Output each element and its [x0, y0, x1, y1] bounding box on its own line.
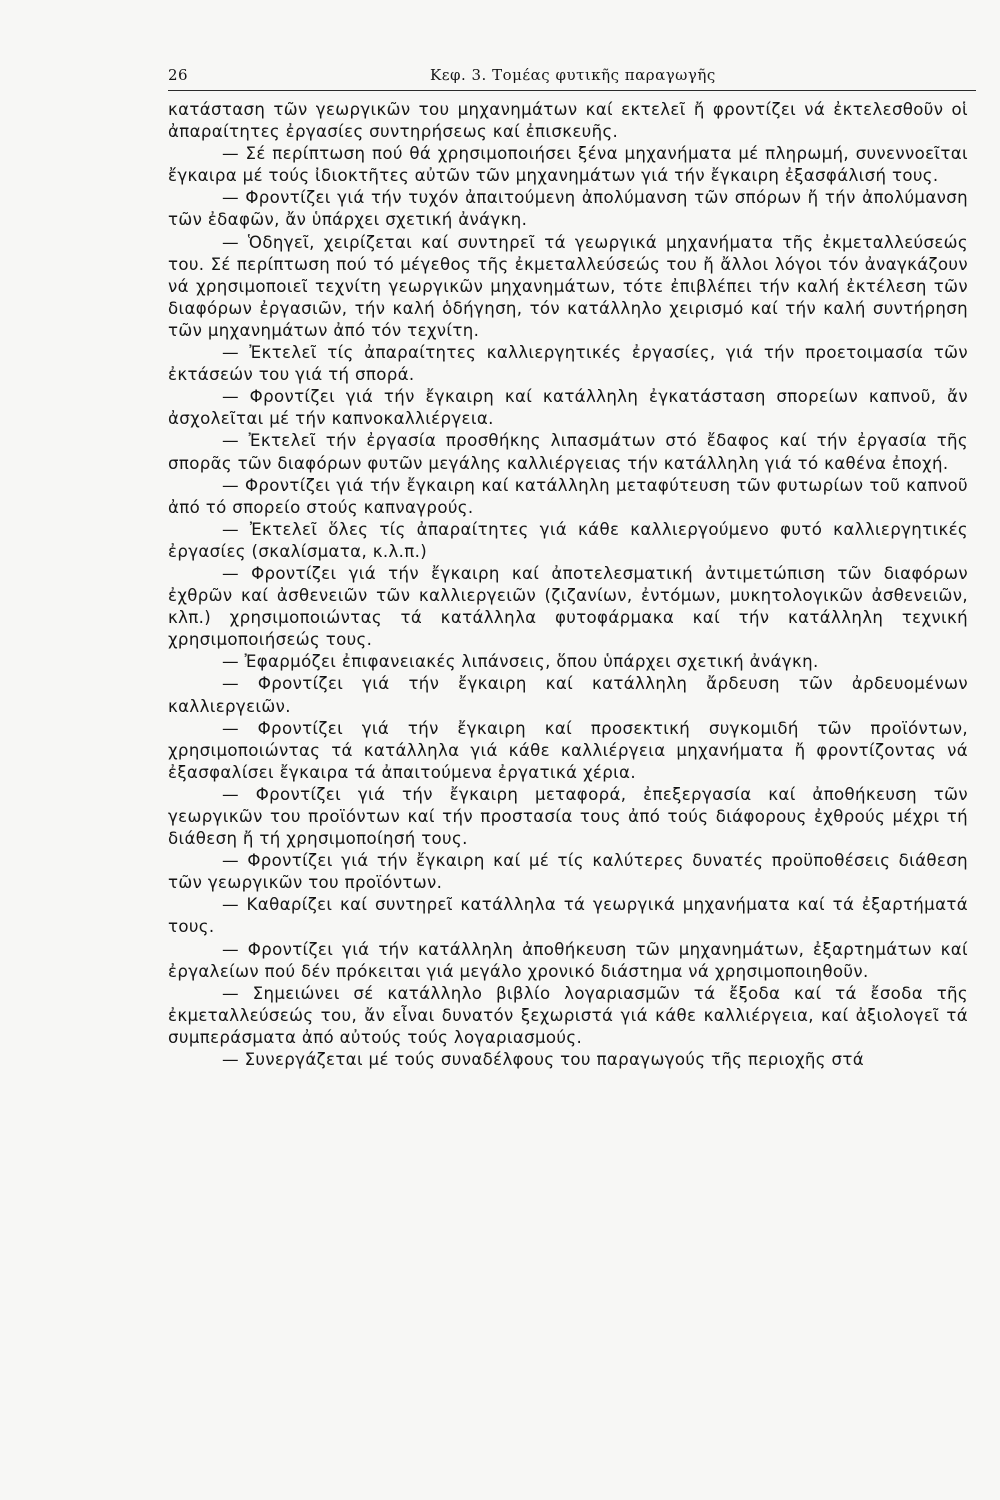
paragraph-soil-preparation: — Ἐκτελεῖ τίς ἀπαραίτητες καλλιεργητικές ἐργασίες, γιά τήν προετοιμασία τῶν ἐκτάσεών του γιά τή σπορά. — [168, 343, 968, 385]
page-number: 26 — [168, 66, 189, 84]
paragraph-pest-control: — Φροντίζει γιά τήν ἔγκαιρη καί ἀποτελεσματική ἀντιμετώπιση τῶν διαφόρων ἐχθρῶν καί ἀσθενειῶν τῶν καλλιεργειῶν (ζιζανίων, ἐντόμων, μυκητολογικῶν ἀσθενειῶν, κλπ.) χρησιμοποιώντας τά κατάλληλα φυτοφάρμακα καί τήν κατάλληλη τεχνική χρησιμοποιήσεώς τους. — [168, 563, 968, 650]
paragraph-top-dressing: — Ἐφαρμόζει ἐπιφανειακές λιπάνσεις, ὅπου ὑπάρχει σχετική ἀνάγκη. — [222, 652, 819, 672]
paragraph-cultivation-tasks: — Ἐκτελεῖ ὅλες τίς ἀπαραίτητες γιά κάθε καλλιεργούμενο φυτό καλλιεργητικές ἐργασίες (σκαλίσματα, κ.λ.π.) — [168, 519, 968, 561]
body-text — [168, 99, 968, 1071]
paragraph-harvest: — Φροντίζει γιά τήν ἔγκαιρη καί προσεκτική συγκομιδή τῶν προϊόντων, χρησιμοποιώντας τά κατάλληλα γιά κάθε καλλιέργεια μηχανήματα ἤ φροντίζοντας νά ἐξασφαλίσει ἔγκαιρα τά ἀπαιτούμενα ἐργατικά χέρια. — [168, 718, 968, 782]
paragraph-cooperation: — Συνεργάζεται μέ τούς συναδέλφους του παραγωγούς τῆς περιοχῆς στά — [222, 1050, 865, 1070]
paragraph-machine-cleaning: — Καθαρίζει καί συντηρεῖ κατάλληλα τά γεωργικά μηχανήματα καί τά ἐξαρτήματά τους. — [168, 895, 968, 937]
running-title: Κεφ. 3. Τομέας φυτικῆς παραγωγῆς — [430, 66, 716, 84]
page-header — [168, 60, 976, 91]
paragraph-foreign-machinery: — Σέ περίπτωση πού θά χρησιμοποιήσει ξένα μηχανήματα μέ πληρωμή, συνεννοεῖται ἔγκαιρα μέ τούς ἰδιοκτῆτες αὐτῶν τῶν μηχανημάτων γιά τήν ἔγκαιρη ἐξασφάλισή τους. — [168, 144, 968, 186]
paragraph-transplanting: — Φροντίζει γιά τήν ἔγκαιρη καί κατάλληλη μεταφύτευση τῶν φυτωρίων τοῦ καπνοῦ ἀπό τό σπορείο στούς καπναγρούς. — [168, 475, 968, 517]
paragraph-irrigation: — Φροντίζει γιά τήν ἔγκαιρη καί κατάλληλη ἄρδευση τῶν ἀρδευομένων καλλιεργειῶν. — [168, 674, 968, 716]
paragraph-accounting: — Σημειώνει σέ κατάλληλο βιβλίο λογαριασμῶν τά ἔξοδα καί τά ἔσοδα τῆς ἐκμεταλλεύσεώς του, ἄν εἶναι δυνατόν ξεχωριστά γιά κάθε καλλιέργεια, καί ἀξιολογεῖ τά συμπεράσματα ἀπό αὐτούς τούς λογαριασμούς. — [168, 983, 968, 1047]
paragraph-product-disposal: — Φροντίζει γιά τήν ἔγκαιρη καί μέ τίς καλύτερες δυνατές προϋποθέσεις διάθεση τῶν γεωργικῶν του προϊόντων. — [168, 851, 968, 893]
paragraph-fertilizing-sowing: — Ἐκτελεῖ τήν ἐργασία προσθήκης λιπασμάτων στό ἔδαφος καί τήν ἐργασία τῆς σπορᾶς τῶν διαφόρων φυτῶν μεγάλης καλλιέργειας τήν κατάλληλη γιά τό καθένα ἐποχή. — [168, 431, 968, 473]
paragraph-machine-storage: — Φροντίζει γιά τήν κατάλληλη ἀποθήκευση τῶν μηχανημάτων, ἐξαρτημάτων καί ἐργαλείων πού δέν πρόκειται γιά μεγάλο χρονικό διάστημα νά χρησιμοποιηθοῦν. — [168, 939, 968, 981]
paragraph-tobacco-seedbeds: — Φροντίζει γιά τήν ἔγκαιρη καί κατάλληλη ἐγκατάσταση σπορείων καπνοῦ, ἄν ἀσχολεῖται μέ τήν καπνοκαλλιέργεια. — [168, 387, 968, 429]
paragraph-continuation: κατάσταση τῶν γεωργικῶν του μηχανημάτων καί εκτελεῖ ἤ φροντίζει νά ἐκτελεσθοῦν οἱ ἀπαραίτητες ἐργασίες συντηρήσεως καί ἐπισκευῆς. — [168, 100, 968, 142]
paragraph-transport-storage: — Φροντίζει γιά τήν ἔγκαιρη μεταφορά, ἐπεξεργασία καί ἀποθήκευση τῶν γεωργικῶν του προϊόντων καί τήν προστασία τους ἀπό τούς διάφορους ἐχθρούς μέχρι τή διάθεση ἤ τή χρησιμοποίησή τους. — [168, 784, 968, 849]
paragraph-machinery-operation: — Ὁδηγεῖ, χειρίζεται καί συντηρεῖ τά γεωργικά μηχανήματα τῆς ἐκμεταλλεύσεώς του. Σέ περίπτωση πού τό μέγεθος τῆς ἐκμεταλλεύσεώς του ἤ ἄλλοι λόγοι τόν ἀναγκάζουν νά χρησιμοποιεῖ τεχνίτη γεωργικῶν μηχανημάτων, τότε ἐπιβλέπει τήν καλή ἐκτέλεση τῶν διαφόρων ἐργασιῶν, τήν καλή ὁδήγηση, τόν κατάλληλο χειρισμό καί τήν καλή συντήρηση τῶν μηχανημάτων ἀπό τόν τεχνίτη. — [168, 232, 968, 340]
paragraph-disinfection: — Φροντίζει γιά τήν τυχόν ἀπαιτούμενη ἀπολύμανση τῶν σπόρων ἤ τήν ἀπολύμανση τῶν ἐδαφῶν, ἄν ὑπάρχει σχετική ἀνάγκη. — [168, 188, 968, 230]
